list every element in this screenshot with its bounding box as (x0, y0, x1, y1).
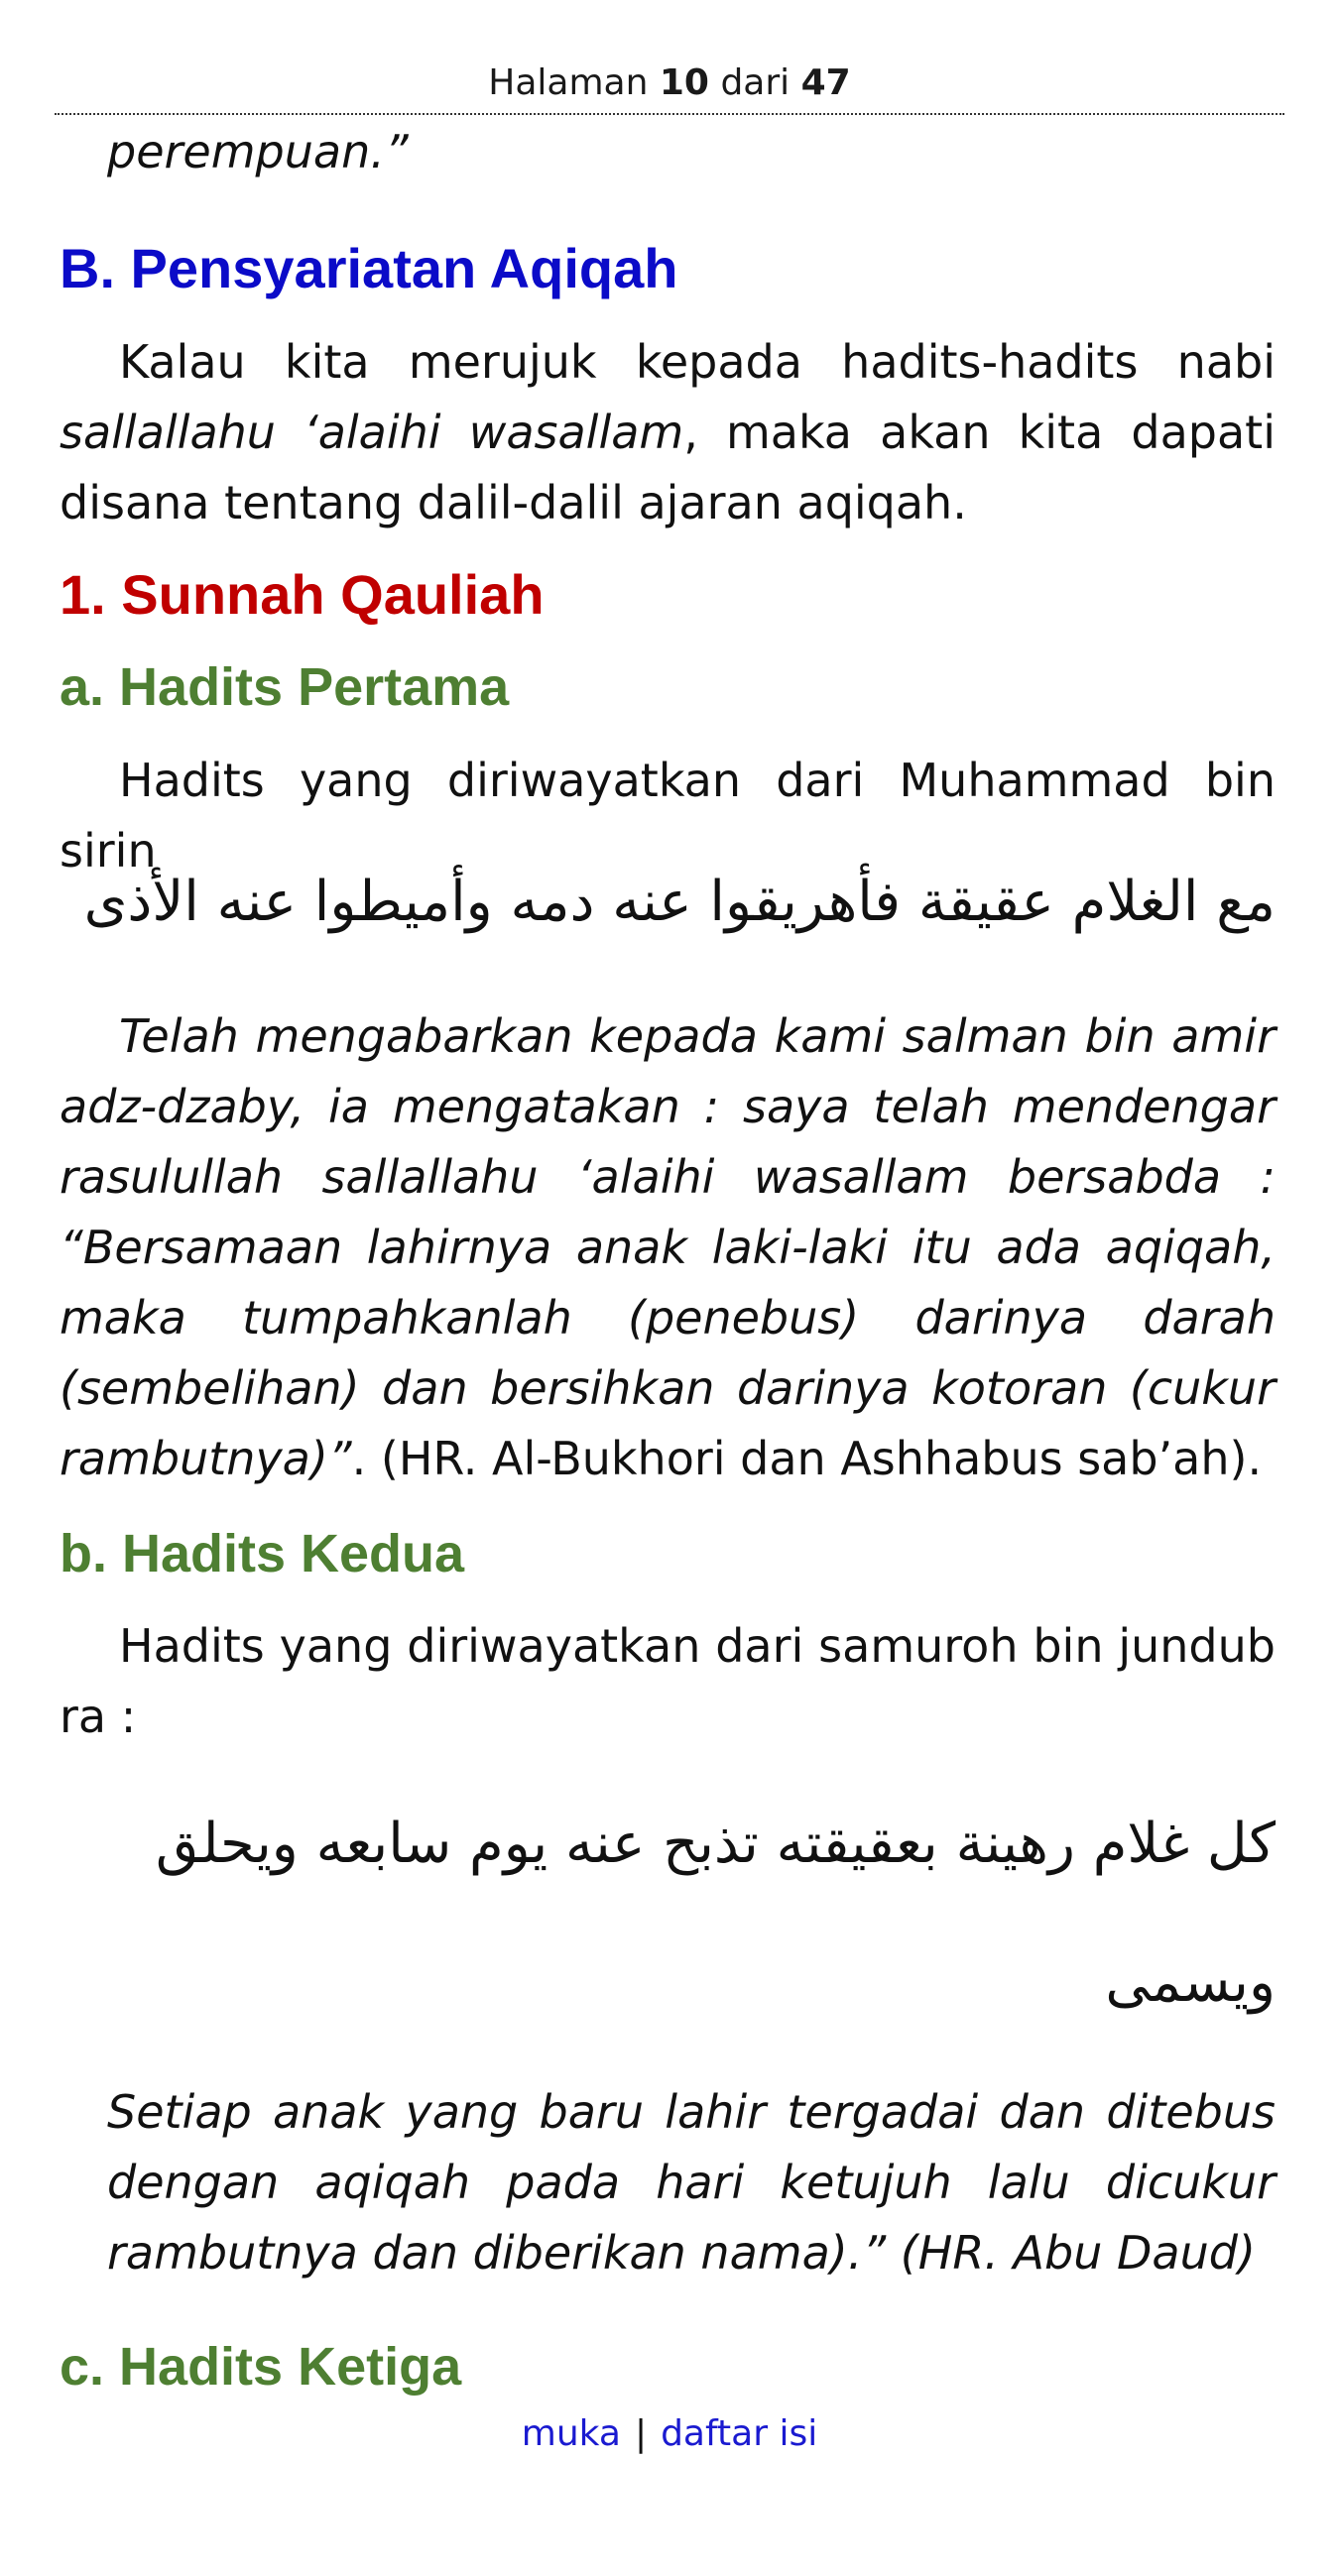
hadith-second-heading: b. Hadits Kedua (60, 1524, 465, 1583)
hadith-second-arabic: كل غلام رهينة بعقيقته تذبح عنه يوم سابعه ويحلق ويسمى (155, 1812, 1276, 2015)
hadith-second-translation: Setiap anak yang baru lahir tergadai dan ditebus dengan aqiqah pada hari ketujuh lalu dicukur rambutnya dan diberikan nama).” (HR. Abu Daud) (107, 2085, 1276, 2280)
page-footer (0, 2409, 1339, 2459)
section-b-para-italic: sallallahu ‘alaihi wasallam (60, 406, 684, 459)
hadith-third-heading: c. Hadits Ketiga (60, 2337, 462, 2397)
table-of-contents-link[interactable]: daftar isi (661, 2413, 818, 2454)
section-b-paragraph (60, 327, 1276, 538)
total-pages: 47 (800, 62, 851, 103)
hadith-first-translation (60, 1001, 1276, 1494)
hadith-first-intro: Hadits yang diriwayatkan dari Muhammad bin sirin (60, 754, 1276, 878)
hadith-first-arabic: مع الغلام عقيقة فأهريقوا عنه دمه وأميطوا عنه الأذى (83, 870, 1276, 934)
sunnah-qauliah-heading: 1. Sunnah Qauliah (60, 563, 545, 626)
current-page-number: 10 (659, 62, 709, 103)
home-link[interactable]: muka (521, 2413, 621, 2454)
hadith-first-translation-italic: Telah mengabarkan kepada kami salman bin amir adz-dzaby, ia mengatakan : saya telah mendengar rasulullah sallallahu ‘alaihi wasallam bersabda : “Bersamaan lahirnya anak laki-laki itu ada aqiqah, maka tumpahkanlah (penebus) darinya darah (sembelihan) dan bersihkan darinya kotoran (cukur rambutnya)” (60, 1009, 1276, 1485)
header-prefix: Halaman (488, 62, 649, 103)
header-middle: dari (720, 62, 791, 103)
section-b-para-lead: Kalau kita merujuk kepada hadits-hadits nabi (119, 335, 1276, 389)
hadith-first-heading: a. Hadits Pertama (60, 657, 510, 717)
page-header (55, 56, 1284, 115)
footer-separator: | (634, 2413, 648, 2454)
hadith-second-intro: Hadits yang diriwayatkan dari samuroh bin jundub ra : (60, 1619, 1276, 1743)
section-b-para-tail: , maka akan kita dapati disana tentang dalil-dalil ajaran aqiqah. (60, 406, 1276, 529)
section-b-heading: B. Pensyariatan Aqiqah (60, 237, 678, 299)
hadith-first-source: . (HR. Al-Bukhori dan Ashhabus sab’ah). (351, 1432, 1263, 1485)
intro-tail-text: perempuan.” (107, 125, 409, 178)
